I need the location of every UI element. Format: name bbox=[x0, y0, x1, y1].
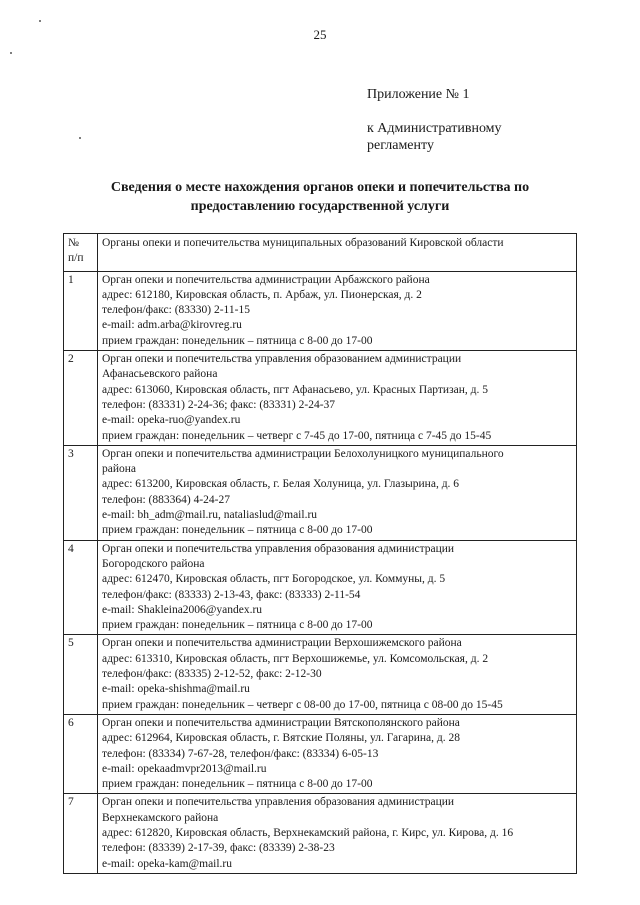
organization-detail-line: e-mail: adm.arba@kirovreg.ru bbox=[102, 319, 242, 332]
page-number: 25 bbox=[313, 27, 327, 42]
row-number: 6 bbox=[68, 716, 74, 729]
row-number: 7 bbox=[68, 796, 74, 809]
header-number-label: № bbox=[68, 237, 79, 249]
organization-detail-line: прием граждан: понедельник – четверг с 7-45 до 17-00, пятница с 7-45 до 15-45 bbox=[102, 429, 492, 442]
organization-details-cell bbox=[98, 714, 577, 793]
organization-detail-line: адрес: 612820, Кировская область, Верхнекамский района, г. Кирс, ул. Кирова, д. 16 bbox=[102, 826, 514, 839]
organization-detail-line: e-mail: Shakleina2006@yandex.ru bbox=[102, 603, 263, 616]
header-number-label: п/п bbox=[68, 252, 84, 265]
organization-details-cell bbox=[98, 445, 577, 540]
organization-detail-line: e-mail: opeka-shishma@mail.ru bbox=[102, 683, 250, 696]
organization-detail-line: Афанасьевского района bbox=[102, 368, 218, 381]
row-number-cell bbox=[64, 714, 98, 793]
row-number: 5 bbox=[68, 637, 74, 650]
organization-detail-line: Орган опеки и попечительства администрации Верхошижемского района bbox=[102, 637, 462, 650]
organization-detail-line: адрес: 613310, Кировская область, пгт Верхошижемье, ул. Комсомольская, д. 2 bbox=[102, 652, 489, 665]
organization-detail-line: адрес: 612180, Кировская область, п. Арбаж, ул. Пионерская, д. 2 bbox=[102, 288, 422, 301]
organization-details-cell bbox=[98, 635, 577, 714]
header-organization-label: Органы опеки и попечительства муниципальных образований Кировской области bbox=[102, 237, 504, 249]
scan-speck bbox=[79, 137, 81, 139]
row-number: 3 bbox=[68, 447, 74, 460]
row-number-cell bbox=[64, 351, 98, 446]
row-number: 4 bbox=[68, 542, 74, 555]
organization-detail-line: e-mail: opeka-ruo@yandex.ru bbox=[102, 414, 241, 427]
table-row bbox=[64, 794, 577, 873]
organization-details-cell bbox=[98, 540, 577, 635]
organization-detail-line: адрес: 613060, Кировская область, пгт Афанасьево, ул. Красных Партизан, д. 5 bbox=[102, 383, 488, 396]
organization-detail-line: прием граждан: понедельник – четверг с 08-00 до 17-00, пятница с 08-00 до 15-45 bbox=[102, 698, 503, 711]
row-number-cell bbox=[64, 794, 98, 873]
document-title-line: предоставлению государственной услуги bbox=[190, 199, 450, 214]
organization-detail-line: e-mail: opeka-kam@mail.ru bbox=[102, 857, 233, 870]
organization-detail-line: Орган опеки и попечительства администрации Арбажского района bbox=[102, 273, 430, 286]
organization-detail-line: Верхнекамского района bbox=[102, 811, 219, 824]
organization-detail-line: Орган опеки и попечительства администрации Вятскополянского района bbox=[102, 716, 460, 729]
table-row bbox=[64, 714, 577, 793]
header-organization-cell bbox=[98, 234, 577, 272]
organization-detail-line: прием граждан: понедельник – пятница с 8-00 до 17-00 bbox=[102, 334, 373, 347]
appendix-block bbox=[367, 86, 502, 154]
organization-detail-line: телефон: (883364) 4-24-27 bbox=[102, 493, 230, 506]
table-header-row bbox=[64, 234, 577, 272]
guardianship-bodies-table bbox=[63, 233, 577, 874]
organization-detail-line: прием граждан: понедельник – пятница с 8-00 до 17-00 bbox=[102, 619, 373, 632]
organization-detail-line: Орган опеки и попечительства управления образования администрации bbox=[102, 796, 455, 809]
row-number-cell bbox=[64, 540, 98, 635]
table-row bbox=[64, 445, 577, 540]
document-title bbox=[60, 178, 580, 216]
organization-detail-line: телефон/факс: (83330) 2-11-15 bbox=[102, 304, 250, 317]
organization-detail-line: телефон: (83334) 7-67-28, телефон/факс: (83334) 6-05-13 bbox=[102, 747, 379, 760]
organization-detail-line: e-mail: bh_adm@mail.ru, nataliaslud@mail.ru bbox=[102, 509, 318, 522]
organization-detail-line: телефон/факс: (83333) 2-13-43, факс: (83333) 2-11-54 bbox=[102, 588, 361, 601]
organization-detail-line: e-mail: opekaadmvpr2013@mail.ru bbox=[102, 762, 267, 775]
organization-details-cell bbox=[98, 794, 577, 873]
row-number-cell bbox=[64, 445, 98, 540]
table-row bbox=[64, 540, 577, 635]
appendix-spacer bbox=[367, 103, 502, 120]
organization-details-cell bbox=[98, 351, 577, 446]
organization-detail-line: Орган опеки и попечительства администрации Белохолуницкого муниципального bbox=[102, 447, 504, 460]
scan-speck bbox=[39, 20, 41, 22]
organization-detail-line: Орган опеки и попечительства управления образованием администрации bbox=[102, 353, 462, 366]
organization-detail-line: Орган опеки и попечительства управления образования администрации bbox=[102, 542, 455, 555]
row-number: 2 bbox=[68, 353, 74, 366]
organization-detail-line: адрес: 612964, Кировская область, г. Вятские Поляны, ул. Гагарина, д. 28 bbox=[102, 732, 460, 745]
header-number-cell bbox=[64, 234, 98, 272]
table-body bbox=[64, 271, 577, 873]
appendix-ref-line: регламенту bbox=[367, 138, 434, 153]
organization-detail-line: телефон: (83339) 2-17-39, факс: (83339) 2-38-23 bbox=[102, 842, 335, 855]
table-row bbox=[64, 351, 577, 446]
table-row bbox=[64, 635, 577, 714]
appendix-title: Приложение № 1 bbox=[367, 87, 470, 102]
row-number: 1 bbox=[68, 273, 74, 286]
organization-detail-line: района bbox=[102, 463, 137, 476]
organization-detail-line: прием граждан: понедельник – пятница с 8-00 до 17-00 bbox=[102, 778, 373, 791]
organization-details-cell bbox=[98, 271, 577, 350]
organization-detail-line: телефон: (83331) 2-24-36; факс: (83331) 2-24-37 bbox=[102, 398, 336, 411]
organization-detail-line: адрес: 613200, Кировская область, г. Белая Холуница, ул. Глазырина, д. 6 bbox=[102, 478, 460, 491]
organization-detail-line: адрес: 612470, Кировская область, пгт Богородское, ул. Коммуны, д. 5 bbox=[102, 573, 446, 586]
scan-speck bbox=[10, 52, 12, 54]
organization-detail-line: Богородского района bbox=[102, 557, 205, 570]
organization-detail-line: прием граждан: понедельник – пятница с 8-00 до 17-00 bbox=[102, 524, 373, 537]
organization-detail-line: телефон/факс: (83335) 2-12-52, факс: 2-12-30 bbox=[102, 668, 322, 681]
row-number-cell bbox=[64, 271, 98, 350]
appendix-ref-line: к Административному bbox=[367, 121, 502, 136]
document-title-line: Сведения о месте нахождения органов опеки и попечительства по bbox=[110, 180, 530, 195]
table-row bbox=[64, 271, 577, 350]
row-number-cell bbox=[64, 635, 98, 714]
